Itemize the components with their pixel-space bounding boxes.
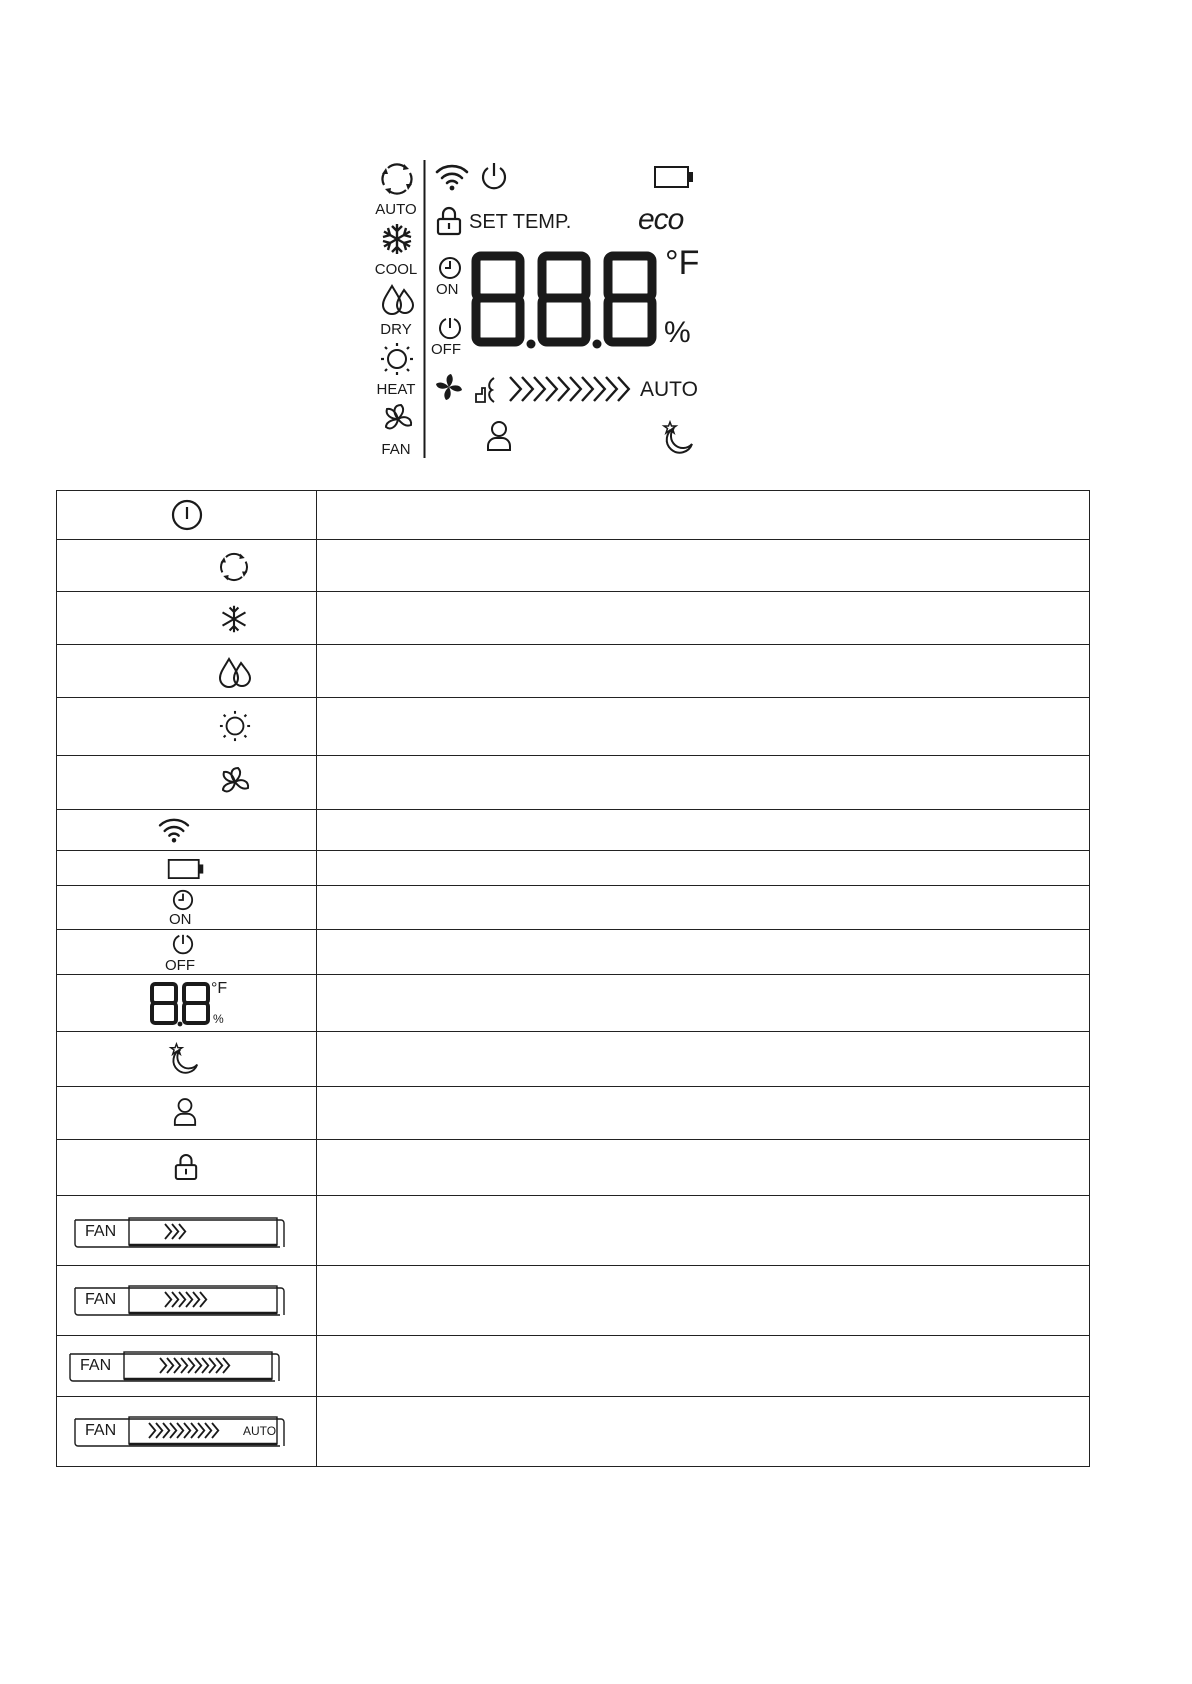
fan-speed-chevron [212,1423,218,1438]
fan-speed-chevrons [508,376,636,402]
legend-row-fan [56,756,1090,810]
fan-speed-chevron [163,1423,169,1438]
fan-speed-bar [73,1284,289,1316]
icon-legend-table [56,490,1090,1467]
power-icon [171,499,203,531]
fan-speed-chevron [170,1423,176,1438]
fan-speed-chevron [165,1224,171,1239]
fan-speed-chevron [202,1358,208,1373]
fan-bar-label: FAN [85,1291,117,1308]
legend-icon-cell [57,540,317,591]
fan-speed-chevron [172,1292,178,1307]
legend-row-fan-high [56,1336,1090,1397]
sleep-moon-icon [167,1042,201,1074]
timer-off-icon [438,316,462,340]
fan-speed-chevron [209,1358,215,1373]
legend-icon-cell [57,592,317,644]
unit-f-label: °F [211,980,228,997]
fan-icon [380,402,416,436]
wifi-icon [157,816,191,844]
fan-speed-chevron [534,377,545,401]
fan-speed-chevron [606,377,617,401]
legend-description [317,645,1089,697]
legend-icon-cell [57,1397,317,1466]
legend-row-cool [56,592,1090,645]
legend-row-auto [56,540,1090,592]
legend-row-person [56,1087,1090,1140]
legend-description [317,930,1089,974]
timer-off-label: OFF [165,957,195,974]
legend-icon-cell [57,756,317,809]
fan-auto-label: AUTO [640,378,698,401]
fan-speed-bar [73,1216,289,1248]
fan-blade-icon [434,372,464,402]
legend-description [317,975,1089,1031]
fan-speed-chevron [181,1358,187,1373]
fan-speed-chevron [156,1423,162,1438]
legend-description [317,1087,1089,1139]
fan-bar-label: FAN [85,1223,117,1240]
fan-speed-chevron [558,377,569,401]
battery-icon [167,859,205,879]
person-icon [173,1097,197,1127]
sun-icon [219,710,251,742]
fan-speed-chevron [167,1358,173,1373]
fan-speed-chevron [198,1423,204,1438]
fan-speed-chevron [184,1423,190,1438]
fan-speed-chevron [177,1423,183,1438]
lock-icon [174,1152,198,1182]
legend-row-digits [56,975,1090,1032]
legend-description [317,1397,1089,1466]
fan-bar-label: FAN [85,1422,117,1439]
fan-speed-chevron [174,1358,180,1373]
fan-speed-chevron [216,1358,222,1373]
legend-row-fan-medium [56,1266,1090,1336]
legend-description [317,1032,1089,1086]
legend-icon-cell [57,1266,317,1335]
unit-percent-label: % [664,316,691,349]
legend-description [317,491,1089,539]
legend-icon-cell [57,698,317,755]
set-temp-label: SET TEMP. [469,211,572,233]
fan-speed-chevron [179,1224,185,1239]
unit-percent-label: % [213,1012,224,1026]
legend-description [317,756,1089,809]
fan-speed-chevron [149,1423,155,1438]
unit-f-label: °F [665,244,700,282]
legend-row-battery [56,851,1090,886]
fan-speed-chevron [223,1358,229,1373]
power-icon [480,162,508,190]
eco-label: eco [638,203,684,236]
timer-off-icon [172,933,194,955]
legend-description [317,592,1089,644]
legend-row-timer-on [56,886,1090,930]
mode-label-dry: DRY [380,321,412,338]
fan-speed-chevron [594,377,605,401]
legend-description [317,698,1089,755]
fan-speed-chevron [570,377,581,401]
battery-icon [654,166,694,188]
legend-row-wifi [56,810,1090,851]
legend-row-lock [56,1140,1090,1196]
fan-speed-chevron [522,377,533,401]
legend-icon-cell [57,491,317,539]
mode-label-fan: FAN [381,441,411,458]
fan-speed-chevron [200,1292,206,1307]
timer-off-label: OFF [431,341,461,358]
lock-icon [436,206,462,236]
legend-row-power [56,490,1090,540]
lcd-divider [423,160,426,458]
fan-speed-bar [68,1350,284,1382]
mode-label-auto: AUTO [375,201,417,218]
fan-speed-chevron [165,1292,171,1307]
seven-segment-digits [470,250,666,350]
legend-icon-cell [57,645,317,697]
legend-row-timer-off [56,930,1090,975]
fan-bar-label: FAN [80,1357,112,1374]
fan-speed-chevron [191,1423,197,1438]
legend-row-sleep [56,1032,1090,1087]
auto-cycle-icon [217,550,251,584]
legend-row-fan-low [56,1196,1090,1266]
legend-icon-cell [57,930,317,974]
legend-icon-cell [57,1196,317,1265]
fan-icon [217,764,253,800]
legend-row-fan-auto [56,1397,1090,1467]
timer-on-label: ON [169,911,192,928]
legend-description [317,1140,1089,1195]
snowflake-icon [219,604,249,634]
legend-description [317,1336,1089,1396]
fan-speed-chevron [193,1292,199,1307]
timer-on-icon [172,889,194,911]
legend-description [317,1196,1089,1265]
mode-label-cool: COOL [374,261,418,278]
digits-icon [149,981,213,1027]
legend-row-dry [56,645,1090,698]
mode-label-heat: HEAT [376,381,416,398]
droplets-icon [217,655,253,689]
legend-description [317,1266,1089,1335]
fan-speed-chevron [179,1292,185,1307]
fan-speed-chevron [160,1358,166,1373]
fan-speed-chevron [546,377,557,401]
legend-row-heat [56,698,1090,756]
fan-speed-chevron [188,1358,194,1373]
legend-icon-cell [57,1087,317,1139]
legend-icon-cell [57,810,317,850]
fan-speed-chevron [582,377,593,401]
sun-icon [380,342,414,376]
legend-description [317,886,1089,929]
snowflake-icon [380,222,414,256]
lcd-display [368,158,708,458]
legend-icon-cell [57,1140,317,1195]
legend-icon-cell [57,1032,317,1086]
legend-icon-cell [57,975,317,1031]
sleep-moon-icon [660,420,696,454]
fan-speed-chevron [172,1224,178,1239]
timer-on-icon [438,256,462,280]
fan-speed-chevron [618,377,629,401]
fan-auto-label: AUTO [243,1424,277,1438]
fan-speed-chevron [195,1358,201,1373]
fan-speed-chevron [186,1292,192,1307]
legend-icon-cell [57,886,317,929]
legend-description [317,810,1089,850]
legend-icon-cell [57,851,317,885]
wifi-icon [434,162,470,192]
fan-speed-chevron [205,1423,211,1438]
person-icon [486,420,512,452]
fan-speed-chevron [510,377,521,401]
auto-cycle-icon [378,160,416,198]
fan-speed-bar [73,1415,289,1447]
hand-wave-icon [474,376,504,404]
droplets-icon [380,282,416,316]
legend-description [317,851,1089,885]
timer-on-label: ON [436,281,459,298]
legend-icon-cell [57,1336,317,1396]
legend-description [317,540,1089,591]
